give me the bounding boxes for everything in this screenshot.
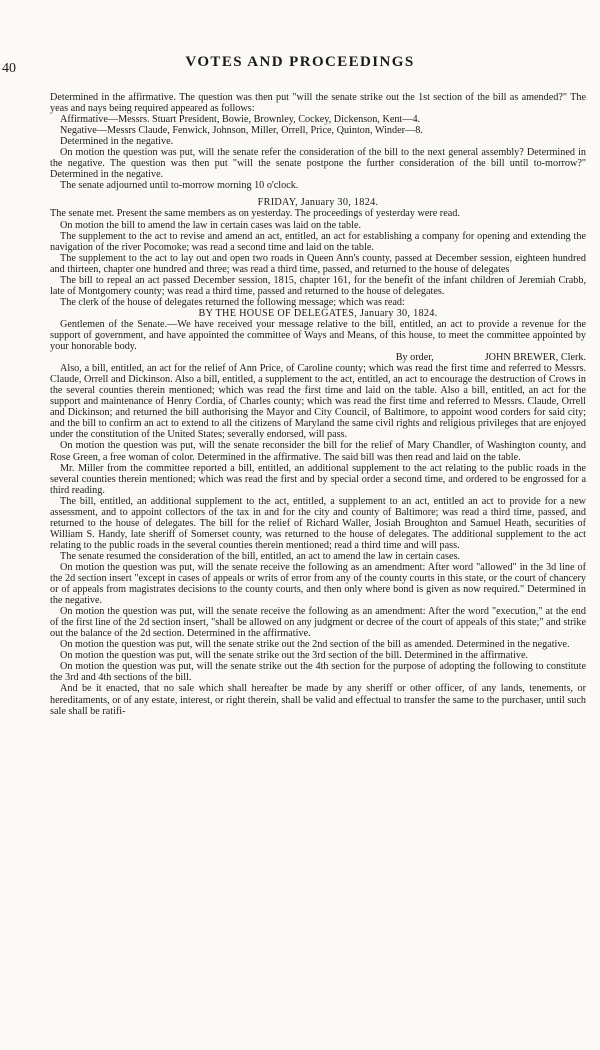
paragraph: Also, a bill, entitled, an act for the relief of Ann Price, of Caroline county; which was read the first time and referred to Messrs. Claude, Orrell and Dickinson. Also a bill, entitled, a supplement to the act, entitled, an act to encourage the destruction of Crows in the several counties therein mentioned; which was read the first time and laid on the table. Also a bill, entitled, an act for the support and maintenance of Henry Cordia, of Charles county; which was read the first time and referred to Messrs. Claude, Orrell and Dickinson; and returned the bill authorising the Mayor and City Council, of Baltimore, to appoint wood corders for said city; and the bill to confirm an act to extend to all the citizens of Maryland the same civil rights and religious privileges that are enjoyed under the constitution of the United States; severally endorsed, will pass. xyxy=(50,363,586,441)
paragraph: By order, JOHN BREWER, Clerk. xyxy=(395,352,586,364)
paragraph: FRIDAY, January 30, 1824. xyxy=(257,197,379,209)
paragraph: The bill to repeal an act passed December session, 1815, chapter 161, for the benefit of the infant children of Jeremiah Crabb, late of Montgomery county; was read a third time, passed and returned to the house of delegates. xyxy=(50,274,586,297)
paragraph: On motion the question was put, will the senate refer the consideration of the bill to the next general assembly? Determined in the negative. The question was then put "will the senate postpone the further consideration of the bill until to-morrow?" Determined in the negative. xyxy=(50,147,586,181)
paragraph: Negative—Messrs Claude, Fenwick, Johnson, Miller, Orrell, Price, Quinton, Winder—8. xyxy=(60,125,423,137)
paragraph: On motion the question was put, will the senate receive the following as an amendment: After word "allowed" in the 3d line of the 2d section insert "except in cases of appeals or writs of error from any of the county courts in this state, or the court of chancery or of appeals from magistrates decisions to the county courts, and then only where bond is given as now required." Determined in the negative. xyxy=(50,561,586,607)
running-head: VOTES AND PROCEEDINGS xyxy=(185,54,415,70)
paragraph: On motion the question was put, will the senate strike out the 4th section for the purpose of adopting the following to constitute the 3rd and 4th sections of the bill. xyxy=(50,661,586,684)
paragraph: BY THE HOUSE OF DELEGATES, January 30, 1824. xyxy=(198,307,438,319)
paragraph: On motion the question was put, will the senate strike out the 2nd section of the bill as amended. Determined in the negative. xyxy=(60,639,570,651)
paragraph: The supplement to the act to lay out and open two roads in Queen Ann's county, passed at December session, eighteen hundred and thirteen, chapter one hundred and three; was read a third time, passed, and returned to the house of delegates xyxy=(50,252,586,275)
paragraph: Determined in the negative. xyxy=(60,136,174,148)
paragraph: On motion the question was put, will the senate receive the following as an amendment: After the word "execution," at the end of the first line of the 2d section insert, "shall be allowed on any judgment or decree of the court of appeals of this state;" and strike out the balance of the 2d section. Determined in the affirmative. xyxy=(50,606,586,640)
paragraph: On motion the bill to amend the law in certain cases was laid on the table. xyxy=(60,219,362,231)
paragraph: The bill, entitled, an additional supplement to the act, entitled, a supplement to an act, entitled an act to provide for a new assessment, and to appoint collectors of the tax in and for the city and county of Baltimore; was read a third time, passed, and returned to the house of delegates. The bill for the relief of Richard Waller, Josiah Broughton and Samuel Heath, securities of William S. Handy, late sheriff of Somerset county, was returned to the house of delegates. The additional supplement to the act relating to the public roads in the several counties therein mentioned; read a third time and will pass. xyxy=(50,495,586,551)
paragraph: Affirmative—Messrs. Stuart President, Bowie, Brownley, Cockey, Dickenson, Kent—4. xyxy=(60,114,421,126)
paragraph: On motion the question was put, will the senate strike out the 3rd section of the bill. Determined in the affirmative. xyxy=(60,650,529,662)
document-body xyxy=(50,92,586,717)
page-number: 40 xyxy=(2,61,16,76)
paragraph: The supplement to the act to revise and amend an act, entitled, an act for establishing a company for opening and extending the navigation of the river Pocomoke; was read a second time and laid on the table. xyxy=(50,230,586,253)
paragraph: The senate met. Present the same members as on yesterday. The proceedings of yesterday were read. xyxy=(50,208,460,220)
paragraph: Mr. Miller from the committee reported a bill, entitled, an additional supplement to the act relating to the public roads in the several counties therein mentioned; which was read the first and by special order a second time, and ordered to be engrossed for a third reading. xyxy=(50,462,586,496)
paragraph: The senate resumed the consideration of the bill, entitled, an act to amend the law in certain cases. xyxy=(60,550,460,562)
paragraph: The senate adjourned until to-morrow morning 10 o'clock. xyxy=(60,180,299,192)
paragraph: The clerk of the house of delegates returned the following message; which was read: xyxy=(60,296,405,308)
paragraph: On motion the question was put, will the senate reconsider the bill for the relief of Mary Chandler, of Washington county, and Rose Green, a free woman of color. Determined in the affirmative. The said bill was then read and laid on the table. xyxy=(50,440,586,463)
paragraph: Determined in the affirmative. The question was then put "will the senate strike out the 1st section of the bill as amended?" The yeas and nays being required appeared as follows: xyxy=(50,92,586,115)
paragraph: Gentlemen of the Senate.—We have received your message relative to the bill, entitled, an act to provide a revenue for the support of government, and have appointed the committee of Ways and Means, of this house, to meet the committee appointed by your honorable body. xyxy=(50,318,586,353)
paragraph: And be it enacted, that no sale which shall hereafter be made by any sheriff or other officer, of any lands, tenements, or hereditaments, or of any estate, interest, or right therein, shall be valid and effectual to transfer the same to the purchaser, until such sale shall be ratifi- xyxy=(50,683,586,717)
